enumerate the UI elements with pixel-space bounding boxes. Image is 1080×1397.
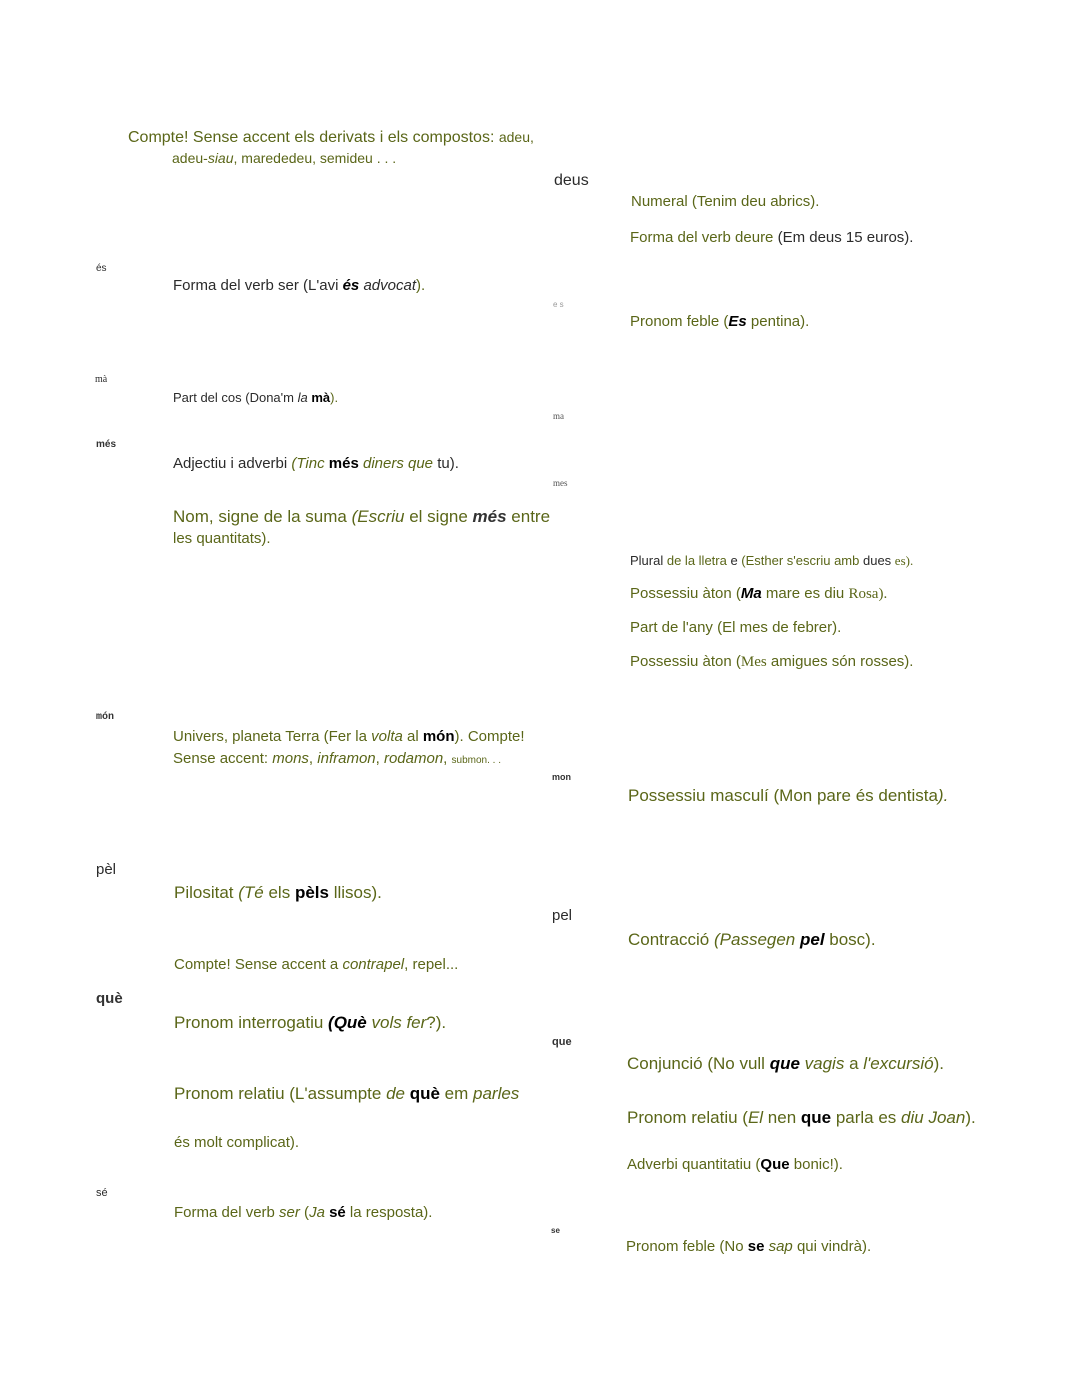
def-text: ?). bbox=[426, 1013, 447, 1032]
def-text: Forma del verb deure bbox=[630, 229, 778, 246]
def-text: sap bbox=[764, 1238, 793, 1255]
definition-mes-noun-line-2: les quantitats). bbox=[173, 530, 271, 547]
def-text: Univers, planeta Terra (Fer la bbox=[173, 728, 372, 745]
def-text: Ja bbox=[309, 1204, 325, 1221]
def-text: dues bbox=[862, 553, 895, 568]
def-text: Pronom relatiu (L'assumpte bbox=[174, 1084, 387, 1103]
def-text: es). bbox=[894, 553, 914, 568]
word-deus: deus bbox=[554, 172, 589, 189]
def-text: ). Compte! bbox=[454, 728, 525, 745]
def-text: vagis bbox=[799, 1054, 845, 1073]
definition-que-relative-2 bbox=[627, 1107, 976, 1128]
def-text: Compte! Sense accent a bbox=[174, 956, 343, 973]
top-note-text: adeu, bbox=[498, 129, 534, 145]
def-text: , bbox=[308, 750, 318, 767]
def-text: Possessiu masculí (Mon pare és dentista bbox=[628, 786, 938, 805]
definition-se-verb bbox=[174, 1204, 432, 1223]
def-text: més bbox=[328, 455, 359, 472]
definition-mes-possessive-2 bbox=[630, 653, 913, 672]
definition-pel-contraction bbox=[628, 929, 876, 950]
def-text: sé bbox=[324, 1204, 346, 1221]
definition-pel-note bbox=[174, 956, 458, 975]
word-es-plain: e s bbox=[553, 300, 564, 309]
def-text: contrapel bbox=[342, 956, 405, 973]
def-text: amigues són rosses). bbox=[766, 653, 914, 670]
def-text: Nom, signe de la suma bbox=[173, 507, 352, 526]
definition-que-relative-line-2: és molt complicat). bbox=[174, 1134, 300, 1151]
def-text: Adjectiu i adverbi bbox=[173, 455, 292, 472]
definition-mes-noun-line-1 bbox=[173, 506, 550, 527]
def-text: parles bbox=[473, 1084, 520, 1103]
word-mes-accented: més bbox=[96, 439, 117, 450]
def-text: pel bbox=[799, 930, 825, 949]
def-text: volta bbox=[371, 728, 403, 745]
word-que-plain: que bbox=[552, 1036, 572, 1048]
def-text: (Esther s'escriu amb bbox=[741, 553, 863, 568]
top-note-text: . . . bbox=[372, 150, 397, 166]
def-text: mare es diu bbox=[761, 585, 849, 602]
def-text: el signe bbox=[404, 507, 473, 526]
def-text: la resposta). bbox=[345, 1204, 433, 1221]
def-text: ). bbox=[330, 390, 339, 405]
def-text: Pronom feble ( bbox=[630, 313, 729, 330]
def-text: se bbox=[747, 1238, 765, 1255]
def-text: de bbox=[386, 1084, 405, 1103]
def-text: Ma bbox=[740, 585, 762, 602]
def-text: advocat bbox=[359, 277, 416, 294]
def-text: nen bbox=[763, 1108, 801, 1127]
def-text: submon bbox=[451, 755, 488, 766]
def-text: la bbox=[297, 390, 308, 405]
word-se-accented: sé bbox=[96, 1187, 108, 1199]
def-text: ( bbox=[299, 1204, 310, 1221]
def-text: Pilositat bbox=[174, 883, 239, 902]
def-text: ). bbox=[965, 1108, 976, 1127]
def-text: . . . bbox=[487, 755, 501, 766]
def-text: l'excursió bbox=[863, 1054, 934, 1073]
def-text: (Té bbox=[238, 883, 264, 902]
word-pel-plain: pel bbox=[552, 907, 573, 924]
definition-que-interrogative bbox=[174, 1012, 446, 1033]
def-text: Sense accent: bbox=[173, 750, 273, 767]
def-text: què bbox=[404, 1084, 440, 1103]
def-text: inframon bbox=[317, 750, 376, 767]
definition-mes-adjective bbox=[173, 455, 459, 474]
word-se-plain: se bbox=[551, 1226, 560, 1235]
definition-que-conjunction bbox=[627, 1053, 944, 1074]
def-text: El bbox=[747, 1108, 764, 1127]
def-text: els bbox=[263, 883, 295, 902]
def-text: Forma del verb bbox=[174, 1204, 280, 1221]
def-text: , repel... bbox=[404, 956, 459, 973]
def-text: ser bbox=[279, 1204, 300, 1221]
top-note-text: adeu- bbox=[172, 150, 208, 166]
def-text: ). bbox=[933, 1054, 944, 1073]
def-text: Conjunció (No vull bbox=[627, 1054, 770, 1073]
def-text: parla es bbox=[831, 1108, 902, 1127]
word-mes-plain: mes bbox=[553, 478, 568, 488]
definition-mes-month bbox=[630, 619, 841, 638]
def-text: és bbox=[342, 277, 360, 294]
word-es-accented: és bbox=[96, 263, 107, 274]
def-text: Plural bbox=[630, 553, 667, 568]
word-ma-accented: mà bbox=[95, 374, 108, 385]
def-text: , bbox=[375, 750, 384, 767]
def-text: món bbox=[422, 728, 455, 745]
definition-mon-possessive bbox=[628, 785, 948, 806]
word-que-accented: què bbox=[96, 990, 123, 1007]
def-text: , bbox=[443, 750, 452, 767]
word-pel-accented: pèl bbox=[96, 861, 117, 878]
top-note-text: Compte! Sense bbox=[128, 129, 243, 146]
definition-deus-numeral: Numeral (Tenim deu abrics). bbox=[631, 193, 820, 210]
def-text: Adverbi quantitatiu ( bbox=[627, 1156, 761, 1173]
def-text: Pronom feble (No bbox=[626, 1238, 748, 1255]
word-ma-plain: ma bbox=[553, 411, 564, 421]
def-text: a bbox=[844, 1054, 864, 1073]
def-text: Rosa). bbox=[848, 586, 888, 602]
def-text: diners que bbox=[358, 455, 434, 472]
def-text: qui vindrà). bbox=[792, 1238, 872, 1255]
def-text: al bbox=[402, 728, 423, 745]
def-text: Es bbox=[728, 313, 747, 330]
def-text: em bbox=[439, 1084, 473, 1103]
definition-mes-plural bbox=[630, 553, 913, 569]
definition-pel-hair bbox=[174, 882, 382, 903]
def-text: vols fer bbox=[366, 1013, 427, 1032]
definition-mon-world-line-2 bbox=[173, 750, 501, 769]
def-text: (Passegen bbox=[713, 930, 800, 949]
definition-ma-body-part bbox=[173, 390, 338, 406]
def-text: Contracció bbox=[628, 930, 714, 949]
top-note-line-1 bbox=[128, 128, 534, 148]
def-text: mons bbox=[272, 750, 309, 767]
def-text: Pronom relatiu ( bbox=[627, 1108, 748, 1127]
def-text: entre bbox=[506, 507, 551, 526]
def-text: (Escriu bbox=[351, 507, 405, 526]
def-text: bonic!). bbox=[789, 1156, 843, 1173]
def-text: tu). bbox=[433, 455, 459, 472]
def-text: Possessiu àton ( bbox=[630, 653, 741, 670]
definition-que-adverb bbox=[627, 1156, 843, 1175]
def-text: ). bbox=[937, 786, 949, 805]
def-text: que bbox=[800, 1108, 832, 1127]
def-text: (Què bbox=[328, 1013, 367, 1032]
top-note-text: accent els derivats i els compostos: bbox=[242, 129, 499, 146]
def-text: rodamon bbox=[383, 750, 444, 767]
definition-es-pronoun bbox=[630, 313, 809, 332]
def-text: que bbox=[769, 1054, 800, 1073]
top-note-text: siau bbox=[207, 150, 234, 166]
def-text: Forma del verb ser (L'avi bbox=[173, 277, 343, 294]
def-text: Possessiu àton ( bbox=[630, 585, 741, 602]
def-text: Que bbox=[760, 1156, 790, 1173]
def-text: (Tinc bbox=[291, 455, 329, 472]
def-text: Pronom interrogatiu bbox=[174, 1013, 329, 1032]
definition-se-pronoun bbox=[626, 1238, 871, 1257]
def-text: llisos). bbox=[328, 883, 382, 902]
def-text: més bbox=[472, 507, 507, 526]
definition-es-verb bbox=[173, 277, 425, 296]
top-note-line-2 bbox=[172, 150, 396, 168]
definition-deus-verb bbox=[630, 229, 913, 248]
def-text: ). bbox=[416, 277, 426, 294]
definition-que-relative-line-1 bbox=[174, 1083, 519, 1104]
def-text: pèls bbox=[294, 883, 329, 902]
def-text: bosc). bbox=[824, 930, 876, 949]
top-note-text: , marededeu, semideu bbox=[233, 150, 373, 166]
def-text: pentina). bbox=[746, 313, 810, 330]
def-text: diu Joan bbox=[901, 1108, 966, 1127]
word-mon-plain: mon bbox=[552, 772, 571, 782]
def-text: Part de l'any (El mes de febrer). bbox=[630, 619, 842, 636]
def-text: mà bbox=[307, 390, 331, 405]
def-text: de la lletra bbox=[666, 553, 731, 568]
def-text: Mes bbox=[740, 654, 767, 670]
def-text: Part del cos (Dona'm bbox=[173, 390, 298, 405]
definition-mes-possessive-1 bbox=[630, 585, 887, 604]
definition-mon-world-line-1 bbox=[173, 728, 525, 747]
def-text: (Em deus 15 euros). bbox=[777, 229, 914, 246]
word-mon-accented: món bbox=[96, 712, 115, 723]
def-text: e bbox=[730, 553, 742, 568]
